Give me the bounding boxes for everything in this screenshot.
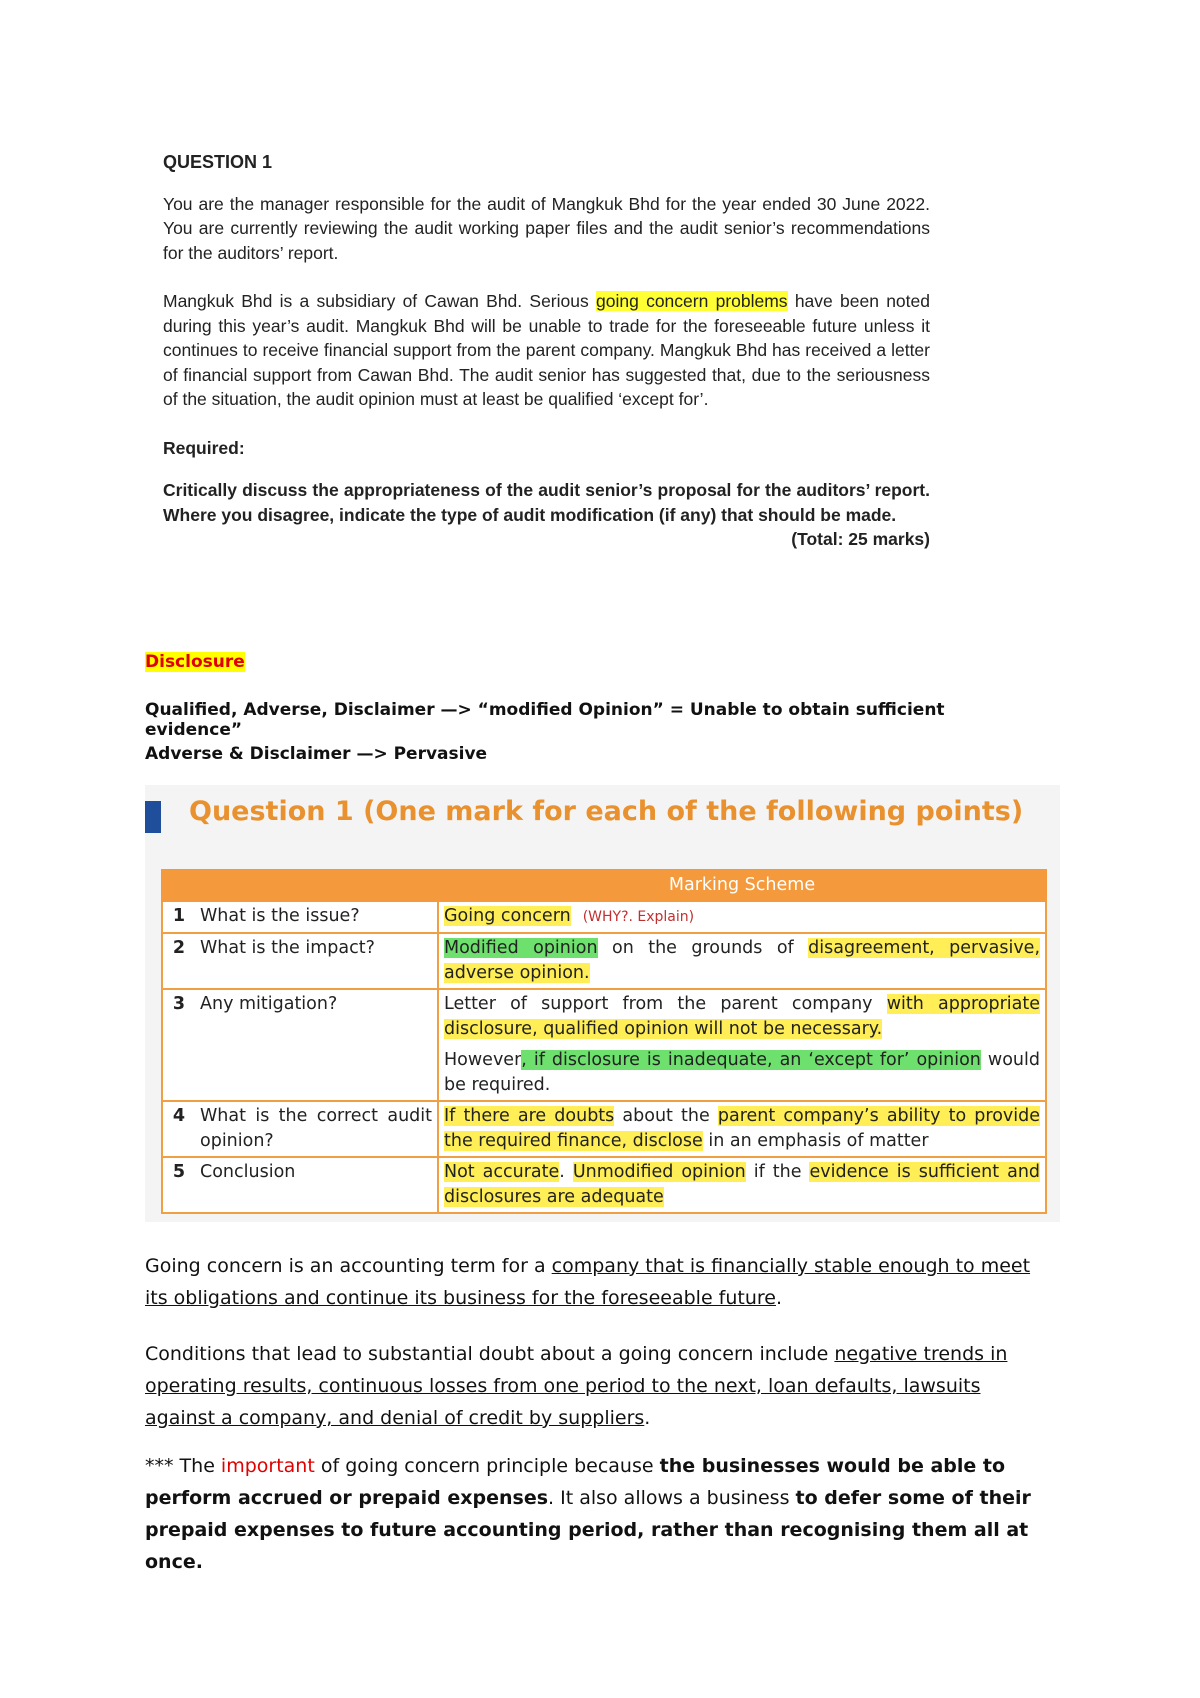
- marking-scheme-slide: [145, 785, 1060, 1222]
- required-label: Required:: [163, 437, 245, 458]
- going-concern-definition: Going concern is an accounting term for a company that is financially stable enough to meet its obligations and continue its business for the foreseeable future.: [145, 1255, 1031, 1309]
- table-row: 3 Any mitigation? Letter of support from the parent company with appropriate disclosure, qualified opinion will not be necessary. However, if disclosure is inadequate, an ‘except for’ opinion would be required.: [162, 989, 1046, 1101]
- disclosure-heading: Disclosure: [145, 652, 245, 672]
- table-row: 5 Conclusion Not accurate. Unmodified opinion if the evidence is sufficient and disclosures are adequate: [162, 1157, 1046, 1213]
- slide-title: Question 1 (One mark for each of the following points): [189, 796, 1024, 827]
- marking-scheme-table: [161, 869, 1047, 1214]
- question-title: QUESTION 1: [163, 152, 273, 172]
- question-paragraph-1: You are the manager responsible for the audit of Mangkuk Bhd for the year ended 30 June 2022. You are currently reviewing the audit working paper files and the audit senior’s recommendations for the auditors’ report.: [163, 193, 930, 263]
- going-concern-conditions: Conditions that lead to substantial doubt about a going concern include negative trends in operating results, continuous losses from one period to the next, loan defaults, lawsuits against a company, and denial of credit by suppliers.: [145, 1343, 1008, 1429]
- table-row: 4 What is the correct audit opinion? If there are doubts about the parent company’s ability to provide the required finance, disclose in an emphasis of matter: [162, 1101, 1046, 1157]
- note-pervasive: Adverse & Disclaimer —> Pervasive: [145, 744, 488, 764]
- question-paragraph-2: Mangkuk Bhd is a subsidiary of Cawan Bhd. Serious going concern problems have been noted during this year’s audit. Mangkuk Bhd will be unable to trade for the foreseeable future unless it continues to receive financial support from the parent company. Mangkuk Bhd has received a letter of financial support from Cawan Bhd. The audit senior has suggested that, due to the seriousness of the situation, the audit opinion must at least be qualified ‘except for’.: [163, 291, 930, 409]
- highlight-going-concern: going concern problems: [596, 291, 788, 311]
- table-row: 2 What is the impact? Modified opinion on the grounds of disagreement, pervasive, adverse opinion.: [162, 933, 1046, 989]
- table-header-blank: [162, 870, 438, 901]
- required-task: Critically discuss the appropriateness of the audit senior’s proposal for the auditors’ report. Where you disagree, indicate the type of audit modification (if any) that should be made.: [163, 480, 930, 525]
- question-block: [163, 150, 930, 552]
- note-modified-opinion: Qualified, Adverse, Disclaimer —> “modified Opinion” = Unable to obtain sufficient evidence”: [145, 700, 945, 740]
- total-marks: (Total: 25 marks): [791, 529, 930, 549]
- slide-accent-bar: [145, 801, 161, 833]
- going-concern-importance: *** The important of going concern principle because the businesses would be able to perform accrued or prepaid expenses. It also allows a business to defer some of their prepaid expenses to future accounting period, rather than recognising them all at once.: [145, 1455, 1031, 1573]
- table-header: Marking Scheme: [438, 870, 1046, 901]
- handwritten-note: (WHY?. Explain): [582, 909, 695, 925]
- table-row: 1 What is the issue? Going concern (WHY?. Explain): [162, 901, 1046, 933]
